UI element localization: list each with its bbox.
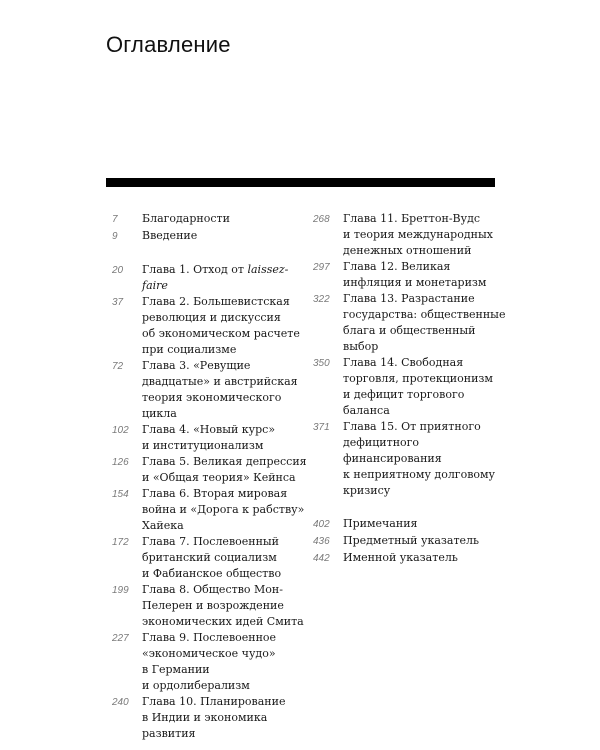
toc-entry-title: Глава 7. Послевоенный британский социализм и Фабианское общество xyxy=(142,535,282,580)
toc-entry-title: Глава 13. Разрастание государства: общественные блага и общественный выбор xyxy=(343,292,506,353)
toc-entry-title: Глава 9. Послевоенное «экономическое чудо» в Германии и ордолиберализм xyxy=(142,631,277,692)
toc-page-number: 350 xyxy=(313,358,330,369)
toc-page-number: 154 xyxy=(112,489,129,500)
toc-entry[interactable] xyxy=(112,694,307,742)
toc-entry[interactable] xyxy=(112,534,307,582)
toc-page-number: 102 xyxy=(112,425,129,436)
toc-page-number: 322 xyxy=(313,294,330,305)
toc-page-number: 172 xyxy=(112,537,129,548)
toc-entry[interactable] xyxy=(112,422,307,454)
toc-page-number: 9 xyxy=(112,231,118,242)
toc-entry-title: Глава 14. Свободная торговля, протекционизм и дефицит торгового баланса xyxy=(343,356,493,417)
toc-entry-title: Глава 15. От приятного дефицитного финансирования к неприятному долговому кризису xyxy=(343,420,496,497)
toc-page-number: 227 xyxy=(112,633,129,644)
toc-page-number: 199 xyxy=(112,585,129,596)
toc-page-number: 20 xyxy=(112,265,124,276)
toc-page-number: 436 xyxy=(313,536,330,547)
toc-entry-title: Глава 4. «Новый курс» и институционализм xyxy=(142,423,276,452)
toc-page-number: 72 xyxy=(112,361,124,372)
toc-entry[interactable] xyxy=(112,294,307,358)
toc-entry[interactable] xyxy=(313,516,508,533)
toc-page-number: 37 xyxy=(112,297,124,308)
toc-entry-title: Именной указатель xyxy=(343,551,458,564)
toc-column-left xyxy=(112,211,307,742)
toc-entry[interactable] xyxy=(112,454,307,486)
toc-page-number: 297 xyxy=(313,262,330,273)
toc-entry-title: Глава 8. Общество Мон- Пелерен и возрождение экономических идей Смита xyxy=(142,583,304,628)
toc-entry[interactable] xyxy=(313,211,508,259)
toc-entry[interactable] xyxy=(112,228,307,245)
toc-entry-title: Глава 10. Планирование в Индии и экономика развития xyxy=(142,695,286,740)
toc-entry[interactable] xyxy=(313,291,508,355)
toc-entry-title: Глава 3. «Ревущие двадцатые» и австрийская теория экономического цикла xyxy=(142,359,298,420)
toc-entry-title: Введение xyxy=(142,229,198,242)
toc-entry[interactable] xyxy=(112,211,307,228)
toc-entry-title: Глава 2. Большевистская революция и дискуссия об экономическом расчете при социализме xyxy=(142,295,300,356)
toc-entry[interactable] xyxy=(112,582,307,630)
toc-entry-title: Глава 11. Бреттон-Вудс и теория международных денежных отношений xyxy=(343,212,493,257)
toc-entry[interactable] xyxy=(112,358,307,422)
toc-entry-title: Благодарности xyxy=(142,212,230,225)
toc-page-number: 442 xyxy=(313,553,330,564)
toc-entry-title: Предметный указатель xyxy=(343,534,480,547)
toc-entry[interactable] xyxy=(313,419,508,499)
toc-entry-title: Глава 1. Отход от laissez- faire xyxy=(142,263,289,292)
toc-page-number: 402 xyxy=(313,519,330,530)
toc-column-right xyxy=(313,211,508,567)
toc-page-number: 371 xyxy=(313,422,330,433)
divider-bar xyxy=(106,178,495,187)
toc-entry[interactable] xyxy=(112,486,307,534)
toc-entry-title: Глава 5. Великая депрессия и «Общая теория» Кейнса xyxy=(142,455,307,484)
toc-entry-title: Глава 12. Великая инфляция и монетаризм xyxy=(343,260,487,289)
toc-entry[interactable] xyxy=(313,533,508,550)
toc-page-number: 126 xyxy=(112,457,129,468)
toc-entry[interactable] xyxy=(313,550,508,567)
toc-entry[interactable] xyxy=(112,262,307,294)
toc-page-number: 7 xyxy=(112,214,118,225)
page-title: Оглавление xyxy=(106,32,231,57)
toc-entry[interactable] xyxy=(313,355,508,419)
toc-page-number: 240 xyxy=(112,697,129,708)
toc-entry[interactable] xyxy=(112,630,307,694)
toc-page-number: 268 xyxy=(313,214,330,225)
toc-entry-title: Примечания xyxy=(343,517,418,530)
toc-entry[interactable] xyxy=(313,259,508,291)
toc-entry-title: Глава 6. Вторая мировая война и «Дорога к рабству» Хайека xyxy=(142,487,305,532)
